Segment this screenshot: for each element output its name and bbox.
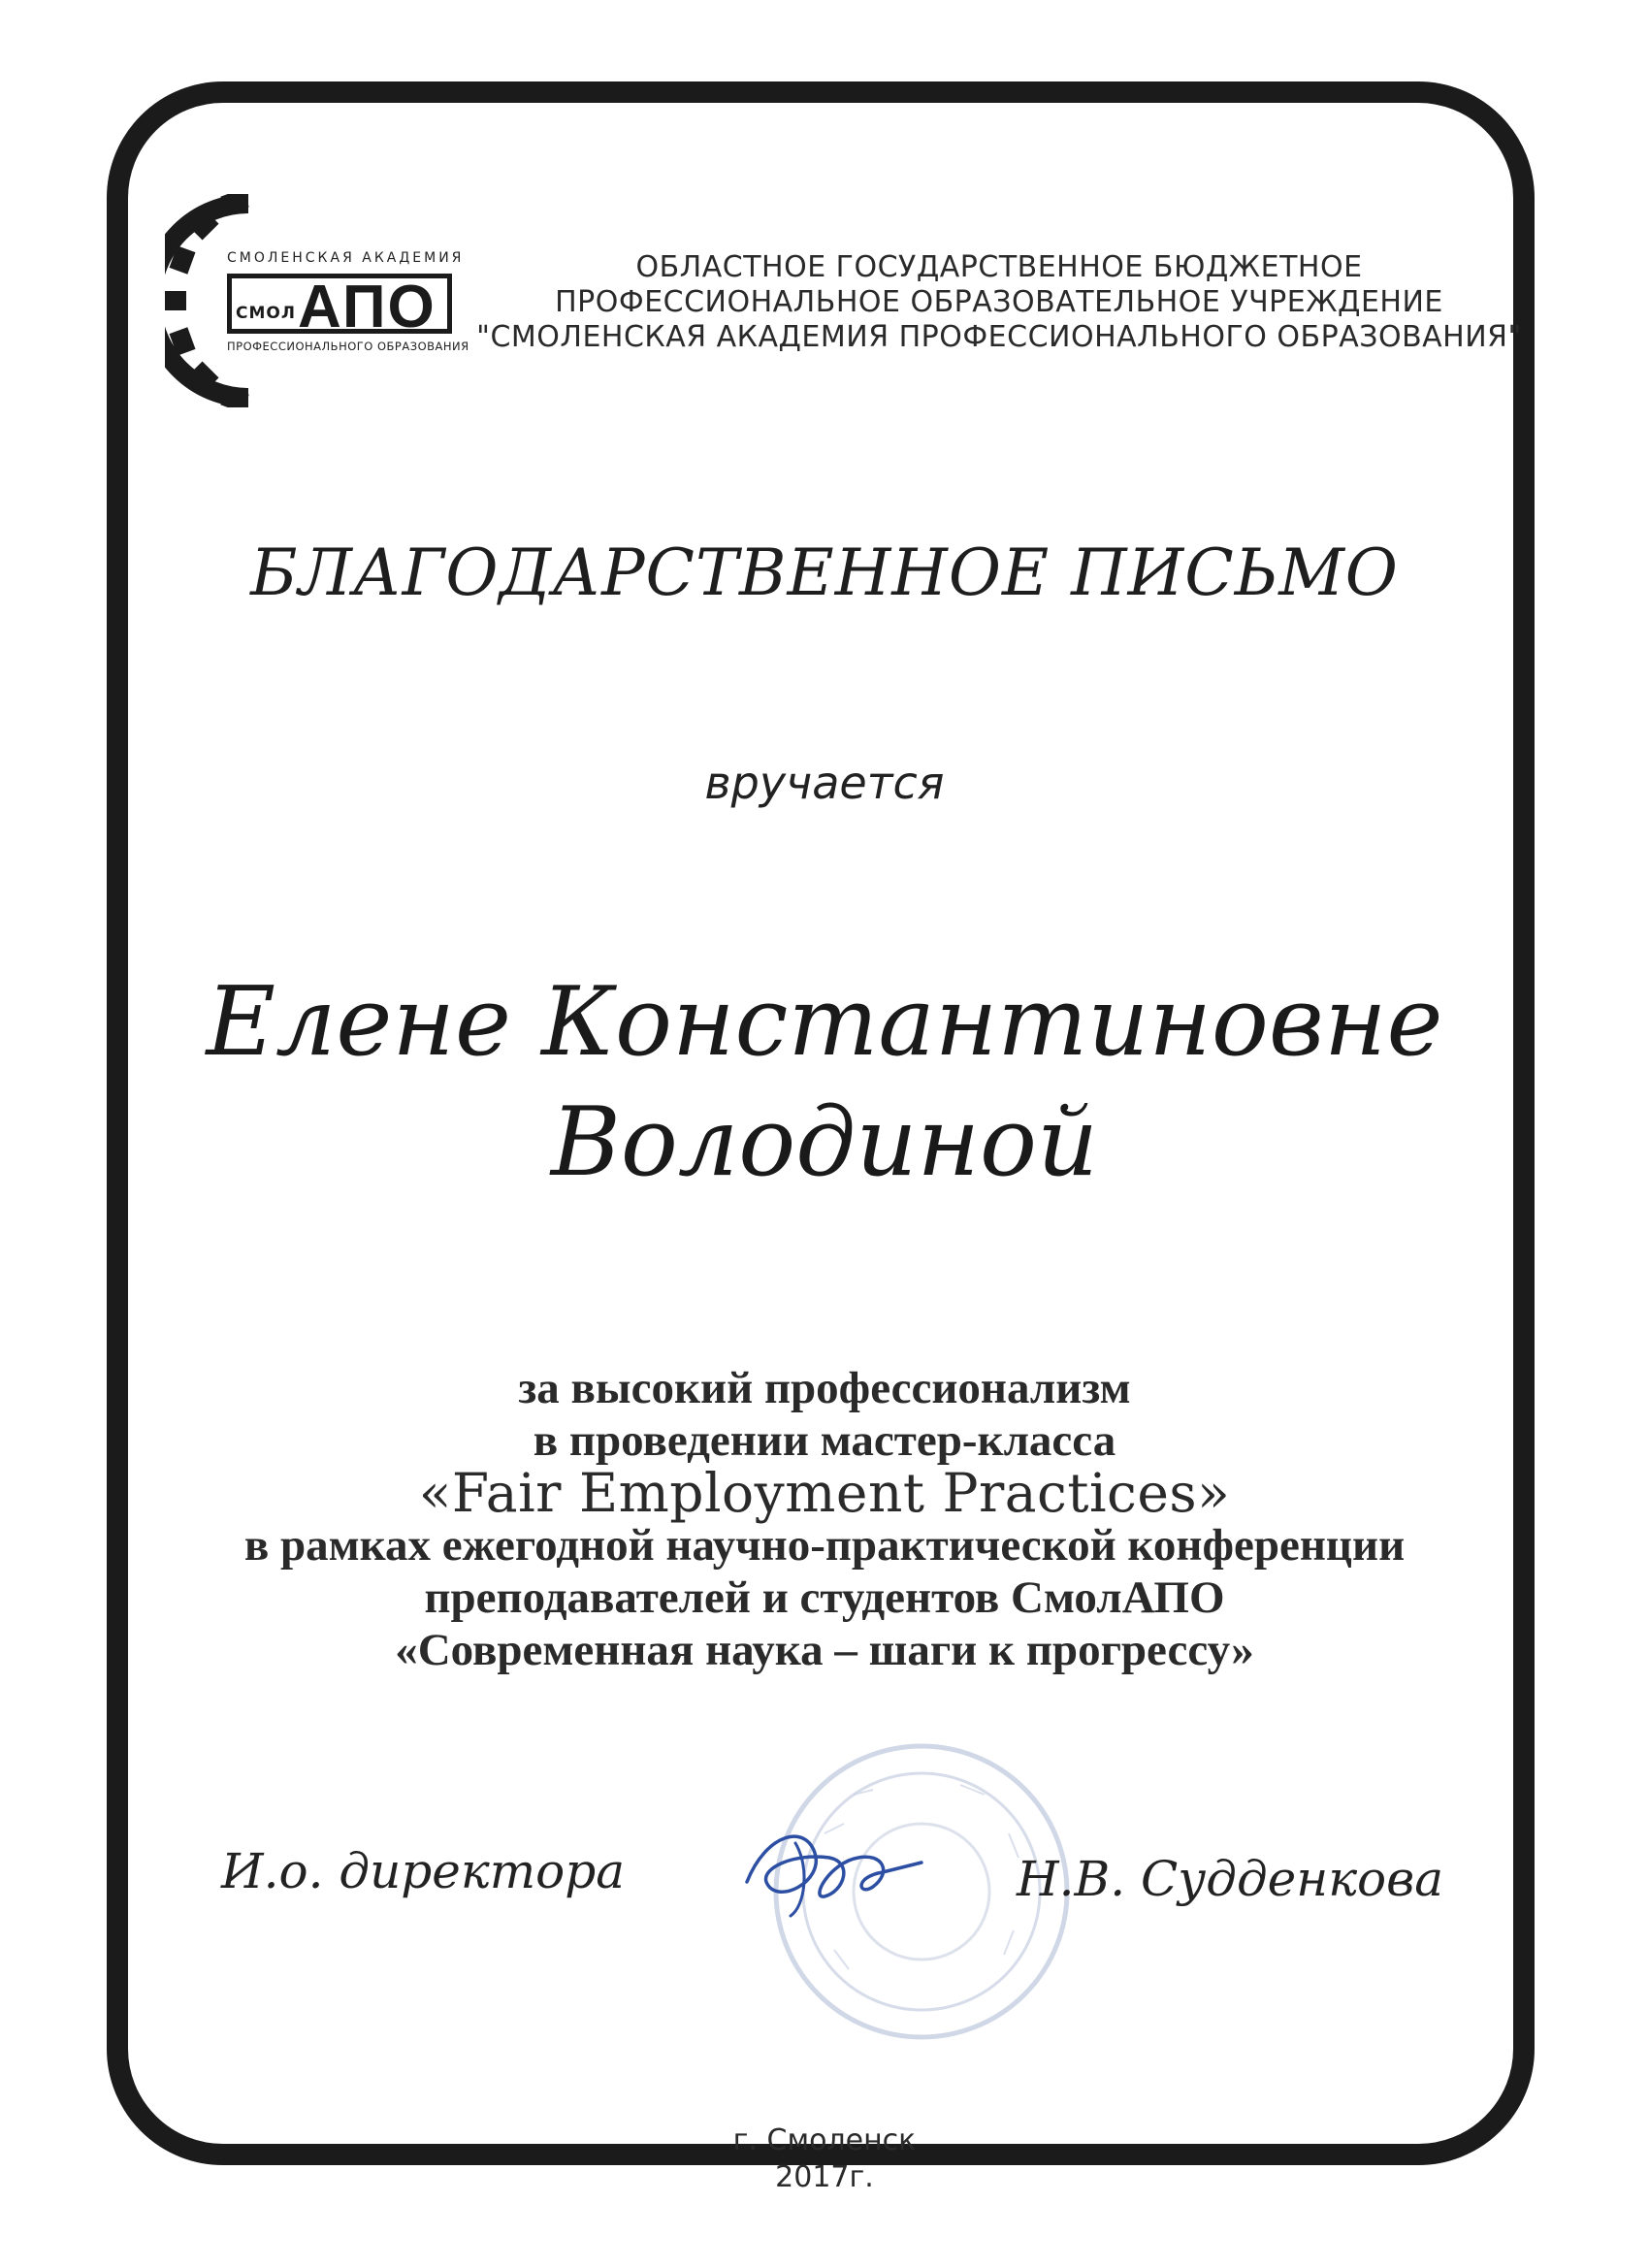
year: 2017г. [775,2160,874,2194]
logo-top-text: СМОЛЕНСКАЯ АКАДЕМИЯ [227,250,465,266]
logo-short: СМОЛ [236,304,296,323]
place-and-date [0,2122,1649,2196]
awarded-text: вручается [704,757,945,809]
logo-name: АПО [298,274,436,340]
signatory-position: И.о. директора [221,1843,626,1899]
reason-line: преподавателей и студентов СмолАПО [424,1572,1225,1623]
reason-line: за высокий профессионализм [518,1363,1131,1413]
document-title: БЛАГОДАРСТВЕННОЕ ПИСЬМО [250,535,1399,610]
recipient-line: Володиной [550,1087,1099,1198]
director-signature [737,1814,931,1930]
recipient-line: Елене Константиновне [206,967,1443,1078]
award-reason [0,1362,1649,1676]
city: г. Смоленск [732,2123,917,2157]
reason-line: в рамках ежегодной научно-практической конференции [243,1520,1406,1571]
organization-line: ПРОФЕССИОНАЛЬНОЕ ОБРАЗОВАТЕЛЬНОЕ УЧРЕЖДЕНИЕ [555,285,1443,319]
reason-line: в проведении мастер-класса [533,1415,1116,1466]
organization-name [466,250,1533,355]
signatory-name: Н.В. Судденкова [1017,1851,1444,1907]
logo-box [227,274,452,340]
recipient-name [0,962,1649,1203]
academy-logo [165,194,469,407]
course-title: «Fair Employment Practices» [418,1462,1231,1524]
reason-line: «Современная наука – шаги к прогрессу» [395,1625,1254,1675]
logo-bottom-text: ПРОФЕССИОНАЛЬНОГО ОБРАЗОВАНИЯ [227,340,469,353]
organization-line: ОБЛАСТНОЕ ГОСУДАРСТВЕННОЕ БЮДЖЕТНОЕ [635,250,1363,284]
organization-line: "СМОЛЕНСКАЯ АКАДЕМИЯ ПРОФЕССИОНАЛЬНОГО ОБРАЗОВАНИЯ" [476,320,1522,354]
